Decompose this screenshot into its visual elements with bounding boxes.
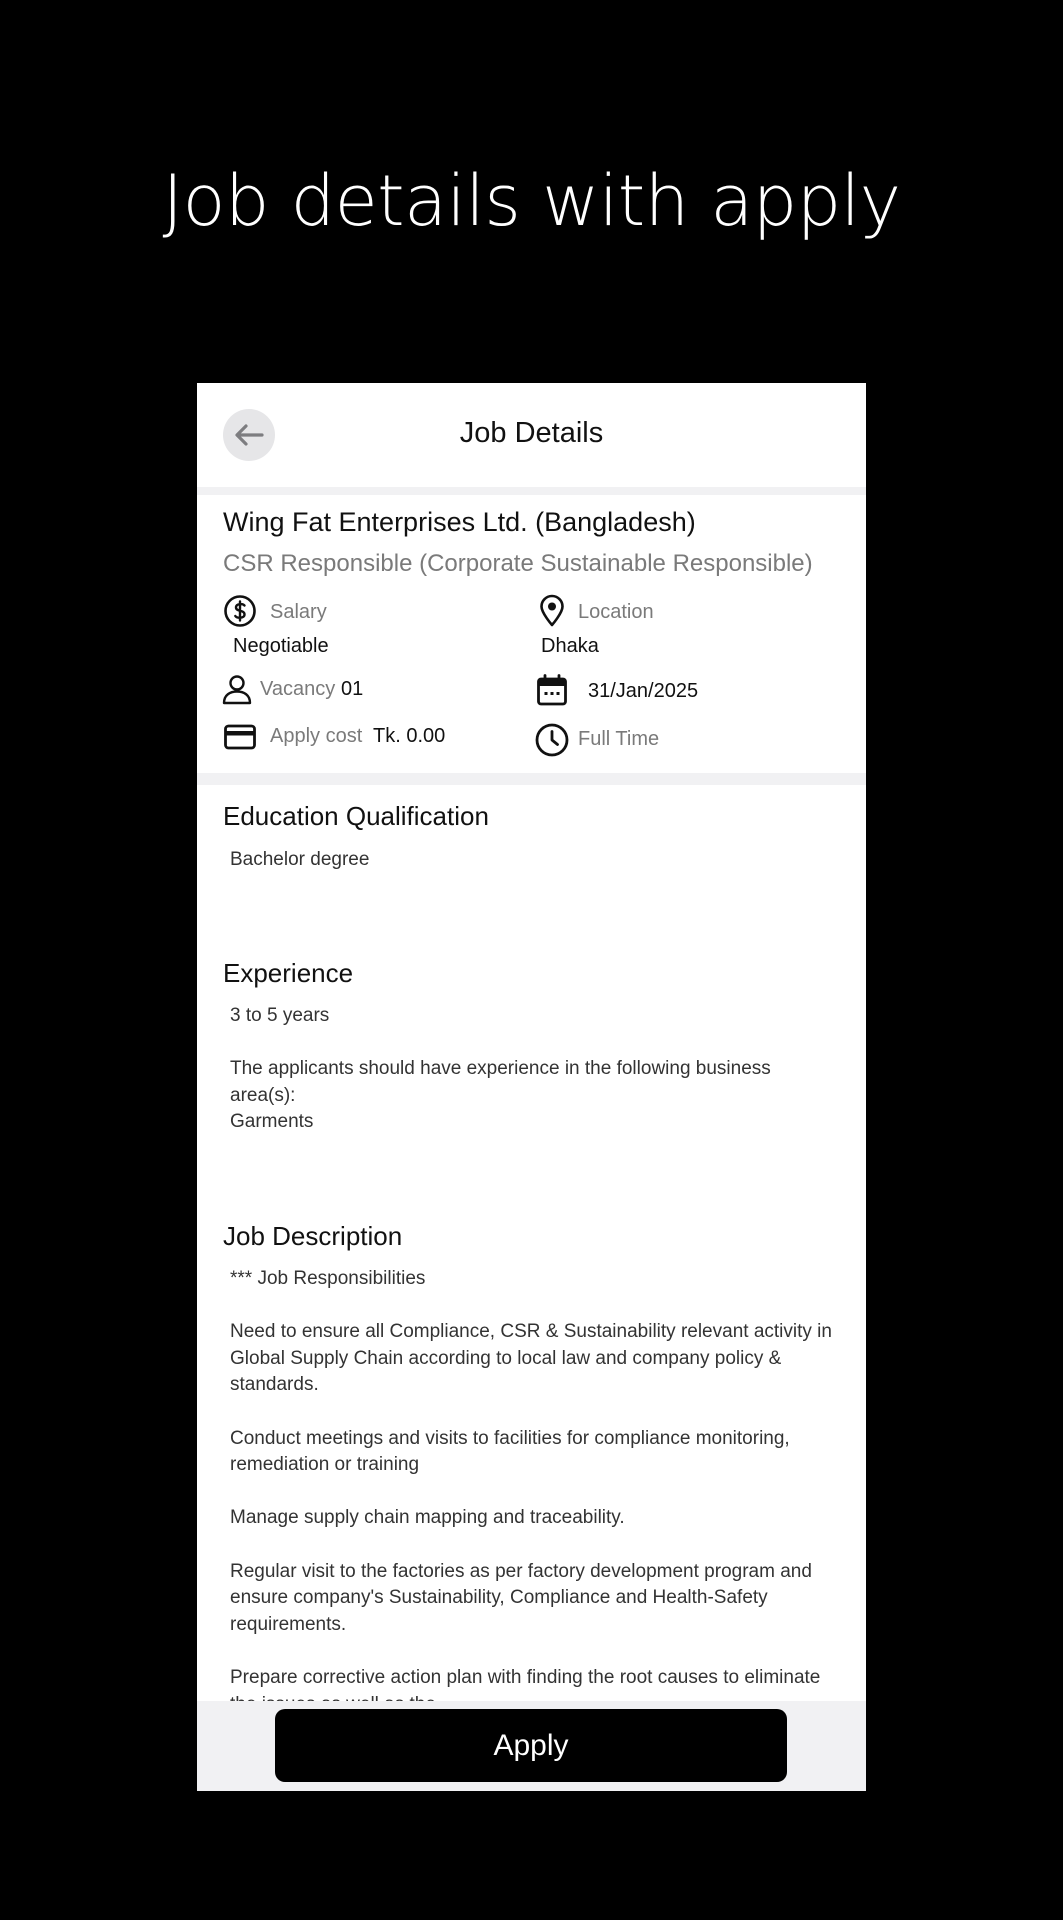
education-text: Bachelor degree <box>230 849 370 870</box>
dollar-circle-icon <box>223 594 257 628</box>
location-label: Location <box>578 601 654 623</box>
job-position: CSR Responsible (Corporate Sustainable Responsible) <box>223 550 813 577</box>
person-icon <box>221 673 253 705</box>
apply-cost-value: Tk. 0.00 <box>373 725 446 747</box>
calendar-icon <box>535 673 569 707</box>
vacancy-label: Vacancy <box>260 678 336 700</box>
hero-title: Job details with apply <box>162 160 901 242</box>
job-description-title: Job Description <box>223 1221 403 1251</box>
deadline-value: 31/Jan/2025 <box>588 680 699 702</box>
experience-title: Experience <box>223 958 354 988</box>
apply-button[interactable]: Apply <box>275 1709 787 1782</box>
top-app-bar <box>197 383 866 487</box>
salary-value: Negotiable <box>233 635 329 657</box>
salary-label: Salary <box>270 601 327 623</box>
header-divider <box>197 487 866 495</box>
education-title: Education Qualification <box>223 801 489 831</box>
page-title: Job Details <box>459 417 604 449</box>
bottom-action-bar <box>197 1701 866 1791</box>
vacancy-value: 01 <box>341 678 364 700</box>
job-description-text: *** Job Responsibilities Need to ensure all Compliance, CSR & Sustainability relevant activity in Global Supply Chain according to local law and company policy & standards. Conduct meetings and visits to facilities for compliance monitoring, remediation or training Manage supply chain mapping and traceability. Regular visit to the factories as per factory development program and ensure company's Sustainability, Compliance and Health-Safety requirements. Prepare corrective action plan with finding the root causes to eliminate <box>230 1268 832 1688</box>
apply-cost-label: Apply cost <box>270 725 363 747</box>
job-type-value: Full Time <box>578 728 660 750</box>
location-pin-icon <box>537 594 567 628</box>
location-value: Dhaka <box>541 635 599 657</box>
company-name: Wing Fat Enterprises Ltd. (Bangladesh) <box>223 507 696 537</box>
clock-icon <box>534 722 570 758</box>
credit-card-icon <box>223 720 257 754</box>
phone-screen <box>197 383 866 1791</box>
experience-text: 3 to 5 years The applicants should have experience in the following business area(s): Garments <box>230 1005 771 1133</box>
summary-divider <box>197 773 866 785</box>
